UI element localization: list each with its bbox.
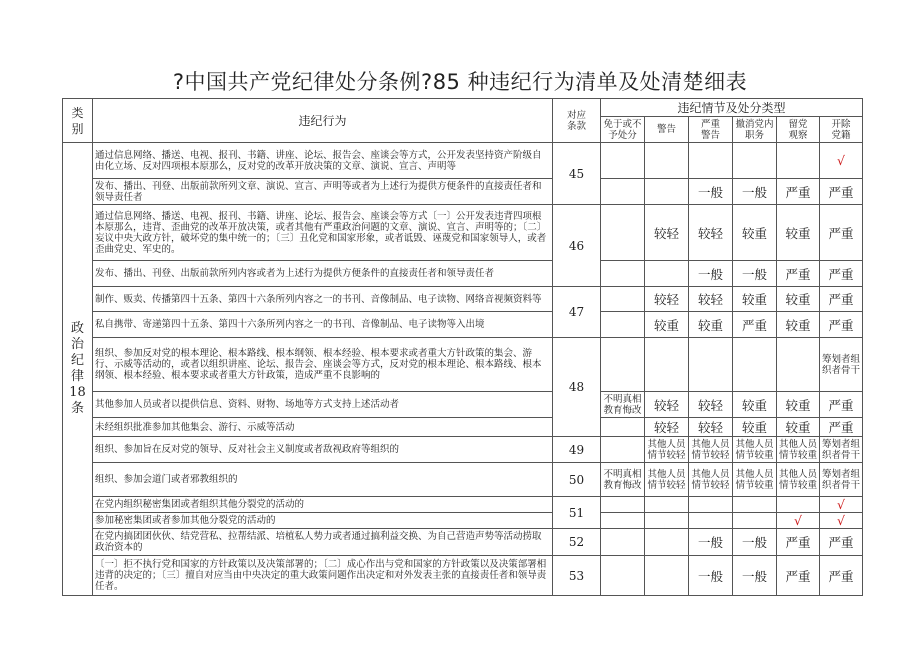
behavior-cell: 通过信息网络、播送、电视、报刊、书籍、讲座、论坛、报告会、座谈会等方式〔一〕公开发表违背四项根本原那么，违背、歪曲党的改革开放决策，或者其他有严重政治问题的文章、演说、宣言、声明等的；〔二〕妄议中央大政方针，破坏党的集中统一的；〔三〕丑化党和国家形象，或者诋毁、诬蔑党和国家领导人，或者歪曲党史、军史的。 [93, 205, 553, 261]
penalty-revoke-post: 较重 [733, 418, 777, 437]
penalty-probation: 较重 [777, 418, 820, 437]
behavior-cell: 组织、参加会道门或者邪教组织的 [93, 463, 553, 497]
penalty-warning: 较轻 [645, 418, 689, 437]
penalty-revoke-post: 较重 [733, 287, 777, 312]
behavior-cell: 未经组织批准参加其他集会、游行、示威等活动 [93, 418, 553, 437]
penalty-exempt [601, 287, 645, 312]
penalty-probation [777, 143, 820, 179]
penalty-revoke-post: 其他人员情节较重 [733, 463, 777, 497]
penalty-serious-warning: 较轻 [689, 392, 733, 418]
behavior-cell: 发布、播出、刊登、出版前款所列文章、演说、宣言、声明等或者为上述行为提供方便条件的直接责任者和领导责任者 [93, 179, 553, 205]
table-row [63, 338, 863, 392]
penalty-warning [645, 513, 689, 529]
penalty-expel: 严重 [820, 287, 863, 312]
article-cell: 45 [553, 143, 601, 205]
penalty-exempt [601, 205, 645, 261]
penalty-revoke-post [733, 497, 777, 513]
behavior-cell: 〔一〕拒不执行党和国家的方针政策以及决策部署的；〔二〕成心作出与党和国家的方针政策以及决策部署相违背的决定的；〔三〕擅自对应当由中央决定的重大政策问题作出决定和对外发表主张的直接责任者和领导责任者。 [93, 556, 553, 596]
penalty-exempt [601, 143, 645, 179]
penalty-expel: 严重 [820, 261, 863, 287]
penalty-warning [645, 338, 689, 392]
checkmark-icon: √ [820, 143, 863, 179]
penalty-warning: 较轻 [645, 205, 689, 261]
penalty-expel: 严重 [820, 529, 863, 556]
header-p3: 严重 警告 [689, 117, 733, 143]
penalty-revoke-post: 一般 [733, 529, 777, 556]
penalty-expel: 严重 [820, 205, 863, 261]
penalty-warning [645, 529, 689, 556]
violation-table-container [62, 98, 863, 596]
penalty-exempt [601, 261, 645, 287]
table-row [63, 556, 863, 596]
penalty-revoke-post [733, 338, 777, 392]
behavior-cell: 其他参加人员或者以提供信息、资料、财物、场地等方式支持上述活动者 [93, 392, 553, 418]
article-cell: 51 [553, 497, 601, 529]
penalty-exempt [601, 437, 645, 463]
article-cell: 50 [553, 463, 601, 497]
penalty-serious-warning: 一般 [689, 179, 733, 205]
penalty-exempt [601, 513, 645, 529]
penalty-revoke-post [733, 143, 777, 179]
penalty-revoke-post: 一般 [733, 179, 777, 205]
penalty-exempt [601, 312, 645, 338]
penalty-probation: 较重 [777, 312, 820, 338]
penalty-probation [777, 497, 820, 513]
behavior-cell: 通过信息网络、播送、电视、报刊、书籍、讲座、论坛、报告会、座谈会等方式，公开发表坚持资产阶级自由化立场、反对四项根本原那么，反对党的改革开放决策的文章、演说、宣言、声明等 [93, 143, 553, 179]
penalty-expel: 筹划者组织者骨干 [820, 437, 863, 463]
behavior-cell: 私自携带、寄递第四十五条、第四十六条所列内容之一的书刊、音像制品、电子读物等入出境 [93, 312, 553, 338]
penalty-expel: 严重 [820, 312, 863, 338]
penalty-probation: 严重 [777, 529, 820, 556]
table-row [63, 418, 863, 437]
penalty-serious-warning [689, 513, 733, 529]
penalty-probation: 严重 [777, 261, 820, 287]
header-p1: 免于或不 予处分 [601, 117, 645, 143]
penalty-probation: 较重 [777, 205, 820, 261]
behavior-cell: 参加秘密集团或者参加其他分裂党的活动的 [93, 513, 553, 529]
penalty-revoke-post: 严重 [733, 312, 777, 338]
behavior-cell: 在党内组织秘密集团或者组织其他分裂党的活动的 [93, 497, 553, 513]
penalty-serious-warning: 其他人员情节较轻 [689, 437, 733, 463]
article-cell: 52 [553, 529, 601, 556]
penalty-expel: 严重 [820, 392, 863, 418]
checkmark-icon: √ [820, 497, 863, 513]
penalty-probation: 严重 [777, 556, 820, 596]
penalty-probation: 较重 [777, 287, 820, 312]
penalty-serious-warning: 较轻 [689, 287, 733, 312]
penalty-warning [645, 556, 689, 596]
table-row [63, 179, 863, 205]
penalty-exempt [601, 418, 645, 437]
table-row [63, 205, 863, 261]
penalty-expel: 严重 [820, 179, 863, 205]
penalty-warning: 较重 [645, 312, 689, 338]
penalty-probation: 严重 [777, 179, 820, 205]
behavior-cell: 制作、贩卖、传播第四十五条、第四十六条所列内容之一的书刊、音像制品、电子读物、网络音视频资料等 [93, 287, 553, 312]
penalty-probation: 其他人员情节较重 [777, 437, 820, 463]
penalty-exempt [601, 179, 645, 205]
penalty-exempt [601, 497, 645, 513]
penalty-exempt [601, 556, 645, 596]
behavior-cell: 在党内搞团团伙伙、结党营私、拉帮结派、培植私人势力或者通过搞利益交换、为自己营造声势等活动捞取政治资本的 [93, 529, 553, 556]
penalty-serious-warning: 较轻 [689, 205, 733, 261]
penalty-exempt: 不明真相教育悔改 [601, 463, 645, 497]
penalty-serious-warning: 一般 [689, 261, 733, 287]
penalty-serious-warning: 一般 [689, 529, 733, 556]
penalty-exempt: 不明真相教育悔改 [601, 392, 645, 418]
article-cell: 47 [553, 287, 601, 338]
table-row [63, 529, 863, 556]
behavior-cell: 组织、参加旨在反对党的领导、反对社会主义制度或者敌视政府等组织的 [93, 437, 553, 463]
penalty-expel: 筹划者组织者骨干 [820, 338, 863, 392]
penalty-serious-warning: 较重 [689, 312, 733, 338]
penalty-warning [645, 497, 689, 513]
penalty-revoke-post: 其他人员情节较重 [733, 437, 777, 463]
penalty-revoke-post: 较重 [733, 205, 777, 261]
penalty-warning [645, 143, 689, 179]
table-row [63, 287, 863, 312]
checkmark-icon: √ [777, 513, 820, 529]
article-cell: 53 [553, 556, 601, 596]
table-row [63, 513, 863, 529]
header-category: 类 别 [63, 99, 93, 143]
penalty-serious-warning [689, 497, 733, 513]
header-p2: 警告 [645, 117, 689, 143]
header-p5: 留党 观察 [777, 117, 820, 143]
table-row [63, 143, 863, 179]
table-row [63, 261, 863, 287]
header-behavior: 违纪行为 [93, 99, 553, 143]
penalty-warning [645, 179, 689, 205]
violation-table [62, 98, 863, 596]
penalty-serious-warning: 较轻 [689, 418, 733, 437]
article-cell: 48 [553, 338, 601, 437]
penalty-serious-warning [689, 143, 733, 179]
penalty-revoke-post: 一般 [733, 261, 777, 287]
checkmark-icon: √ [820, 513, 863, 529]
article-cell: 49 [553, 437, 601, 463]
category-cell: 政 治 纪 律 18 条 [63, 143, 93, 596]
penalty-serious-warning: 其他人员情节较轻 [689, 463, 733, 497]
penalty-probation: 较重 [777, 392, 820, 418]
penalty-expel: 严重 [820, 418, 863, 437]
table-row [63, 312, 863, 338]
penalty-revoke-post: 较重 [733, 392, 777, 418]
table-row [63, 497, 863, 513]
table-row [63, 437, 863, 463]
penalty-revoke-post: 一般 [733, 556, 777, 596]
penalty-exempt [601, 529, 645, 556]
header-article: 对应 条款 [553, 99, 601, 143]
page-title: ?中国共产党纪律处分条例?85 种违纪行为清单及处清楚细表 [172, 70, 748, 94]
behavior-cell: 组织、参加反对党的根本理论、根本路线、根本纲领、根本经验、根本要求或者重大方针政策的集会、游行、示威等活动的，或者以组织讲座、论坛、报告会、座谈会等方式，反对党的根本理论、根本路线、根本纲领、根本经验、根本要求或者重大方针政策，造成严重不良影响的 [93, 338, 553, 392]
penalty-warning: 其他人员情节较轻 [645, 463, 689, 497]
penalty-warning [645, 261, 689, 287]
penalty-warning: 较轻 [645, 392, 689, 418]
penalty-probation: 其他人员情节较重 [777, 463, 820, 497]
table-row [63, 392, 863, 418]
penalty-exempt [601, 338, 645, 392]
penalty-serious-warning: 一般 [689, 556, 733, 596]
penalty-expel: 严重 [820, 556, 863, 596]
table-row [63, 463, 863, 497]
penalty-warning: 其他人员情节较轻 [645, 437, 689, 463]
header-p6: 开除 党籍 [820, 117, 863, 143]
penalty-serious-warning [689, 338, 733, 392]
behavior-cell: 发布、播出、刊登、出版前款所列内容或者为上述行为提供方便条件的直接责任者和领导责任者 [93, 261, 553, 287]
header-penalty-group: 违纪情节及处分类型 [601, 99, 863, 117]
penalty-warning: 较轻 [645, 287, 689, 312]
article-cell: 46 [553, 205, 601, 287]
penalty-expel: 筹划者组织者骨干 [820, 463, 863, 497]
penalty-revoke-post [733, 513, 777, 529]
header-p4: 撤消党内 职务 [733, 117, 777, 143]
penalty-probation [777, 338, 820, 392]
